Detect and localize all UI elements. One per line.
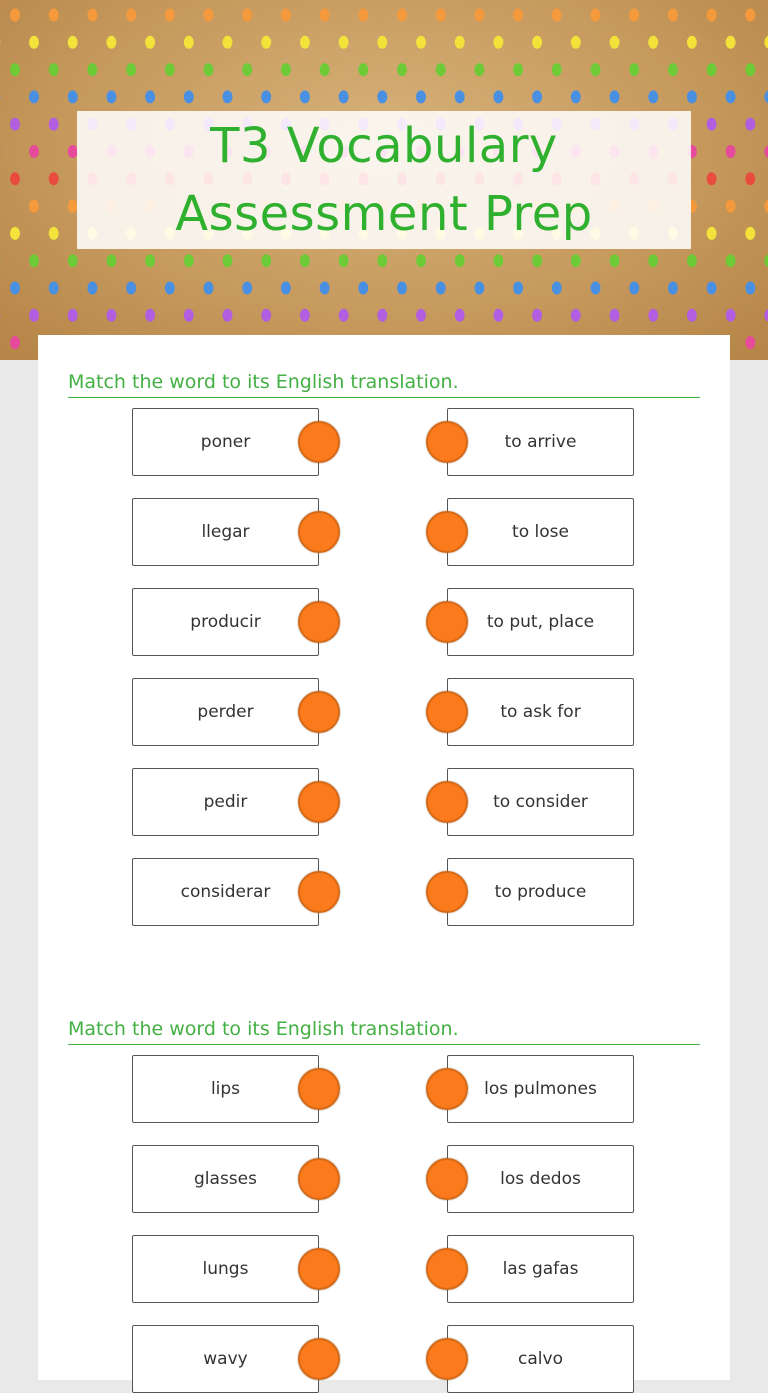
- polka-dot: [10, 118, 20, 131]
- polka-dot: [513, 282, 523, 295]
- polka-dot: [455, 90, 465, 103]
- polka-dot: [377, 254, 387, 267]
- polka-dot: [165, 282, 175, 295]
- polka-dot: [726, 36, 736, 49]
- polka-dot: [106, 254, 116, 267]
- polka-dot: [707, 118, 717, 131]
- connector-knob[interactable]: [426, 691, 468, 733]
- polka-dot: [474, 63, 484, 76]
- match-item-right[interactable]: [447, 768, 634, 836]
- polka-dot: [145, 309, 155, 322]
- polka-dot: [764, 145, 768, 158]
- connector-knob[interactable]: [298, 601, 340, 643]
- polka-dot: [493, 309, 503, 322]
- match-item-right[interactable]: [447, 858, 634, 926]
- polka-dot: [532, 90, 542, 103]
- connector-knob[interactable]: [426, 421, 468, 463]
- polka-dot: [455, 36, 465, 49]
- polka-dot: [29, 200, 39, 213]
- polka-dot: [29, 90, 39, 103]
- polka-dot: [10, 9, 20, 22]
- polka-dot: [687, 254, 697, 267]
- polka-dot: [571, 36, 581, 49]
- polka-dot: [87, 282, 97, 295]
- match-item-label: to lose: [512, 522, 569, 542]
- polka-dot: [436, 63, 446, 76]
- polka-dot: [648, 309, 658, 322]
- match-item-label: considerar: [181, 882, 271, 902]
- polka-dot: [493, 36, 503, 49]
- polka-dot: [707, 282, 717, 295]
- polka-dot: [126, 9, 136, 22]
- polka-dot: [68, 36, 78, 49]
- match-item-left[interactable]: [132, 1055, 319, 1123]
- polka-dot: [668, 63, 678, 76]
- polka-dot: [87, 9, 97, 22]
- polka-dot: [493, 90, 503, 103]
- polka-dot: [10, 172, 20, 185]
- connector-knob[interactable]: [426, 871, 468, 913]
- polka-dot: [687, 90, 697, 103]
- polka-dot: [493, 254, 503, 267]
- polka-dot: [707, 63, 717, 76]
- match-item-right[interactable]: [447, 1055, 634, 1123]
- polka-dot: [436, 282, 446, 295]
- polka-dot: [377, 36, 387, 49]
- polka-dot: [745, 282, 755, 295]
- polka-dot: [145, 90, 155, 103]
- match-item-label: to ask for: [500, 702, 580, 722]
- match-item-left[interactable]: [132, 768, 319, 836]
- section-instruction: Match the word to its English translation.: [68, 355, 700, 398]
- polka-dot: [745, 9, 755, 22]
- polka-dot: [513, 63, 523, 76]
- polka-dot: [184, 309, 194, 322]
- polka-dot: [764, 200, 768, 213]
- match-item-left[interactable]: [132, 1235, 319, 1303]
- polka-dot: [126, 282, 136, 295]
- polka-dot: [358, 282, 368, 295]
- match-item-label: to consider: [493, 792, 588, 812]
- match-section-1: [68, 355, 700, 398]
- polka-dot: [591, 282, 601, 295]
- match-item-label: las gafas: [503, 1259, 579, 1279]
- polka-dot: [668, 9, 678, 22]
- polka-dot: [513, 9, 523, 22]
- match-item-left[interactable]: [132, 858, 319, 926]
- polka-dot: [552, 63, 562, 76]
- polka-dot: [242, 63, 252, 76]
- match-item-label: to produce: [495, 882, 587, 902]
- polka-dot: [532, 254, 542, 267]
- polka-dot: [552, 9, 562, 22]
- polka-dot: [10, 282, 20, 295]
- polka-dot: [532, 309, 542, 322]
- polka-dot: [764, 36, 768, 49]
- polka-dot: [726, 254, 736, 267]
- polka-dot: [165, 9, 175, 22]
- connector-knob[interactable]: [298, 421, 340, 463]
- polka-dot: [532, 36, 542, 49]
- connector-knob[interactable]: [298, 781, 340, 823]
- polka-dot: [416, 309, 426, 322]
- polka-dot: [591, 9, 601, 22]
- match-item-label: wavy: [203, 1349, 247, 1369]
- match-item-label: producir: [190, 612, 260, 632]
- polka-dot: [126, 63, 136, 76]
- polka-dot: [242, 282, 252, 295]
- polka-dot: [223, 254, 233, 267]
- polka-dot: [707, 227, 717, 240]
- polka-dot: [339, 90, 349, 103]
- connector-knob[interactable]: [298, 1248, 340, 1290]
- polka-dot: [29, 309, 39, 322]
- polka-dot: [223, 309, 233, 322]
- polka-dot: [591, 63, 601, 76]
- polka-dot: [242, 9, 252, 22]
- polka-dot: [184, 254, 194, 267]
- polka-dot: [668, 282, 678, 295]
- polka-dot: [571, 90, 581, 103]
- match-item-label: glasses: [194, 1169, 257, 1189]
- match-item-right[interactable]: [447, 408, 634, 476]
- polka-dot: [106, 36, 116, 49]
- connector-knob[interactable]: [426, 781, 468, 823]
- polka-dot: [204, 282, 214, 295]
- polka-dot: [610, 254, 620, 267]
- polka-dot: [49, 9, 59, 22]
- match-item-right[interactable]: [447, 498, 634, 566]
- polka-dot: [377, 309, 387, 322]
- connector-knob[interactable]: [298, 871, 340, 913]
- polka-dot: [764, 309, 768, 322]
- match-item-label: calvo: [518, 1349, 563, 1369]
- polka-dot: [184, 90, 194, 103]
- polka-dot: [10, 227, 20, 240]
- connector-knob[interactable]: [426, 1068, 468, 1110]
- polka-dot: [552, 282, 562, 295]
- connector-knob[interactable]: [298, 1158, 340, 1200]
- polka-dot: [320, 63, 330, 76]
- polka-dot: [610, 36, 620, 49]
- polka-dot: [436, 9, 446, 22]
- match-item-left[interactable]: [132, 408, 319, 476]
- polka-dot: [629, 282, 639, 295]
- polka-dot: [726, 309, 736, 322]
- connector-knob[interactable]: [426, 1158, 468, 1200]
- polka-dot: [687, 36, 697, 49]
- polka-dot: [145, 254, 155, 267]
- polka-dot: [358, 63, 368, 76]
- match-item-label: los dedos: [500, 1169, 581, 1189]
- polka-dot: [68, 254, 78, 267]
- polka-dot: [261, 254, 271, 267]
- polka-dot: [610, 90, 620, 103]
- polka-dot: [68, 309, 78, 322]
- polka-dot: [68, 90, 78, 103]
- polka-dot: [648, 254, 658, 267]
- connector-knob[interactable]: [426, 511, 468, 553]
- polka-dot: [339, 254, 349, 267]
- polka-dot: [726, 200, 736, 213]
- polka-dot: [281, 282, 291, 295]
- match-item-label: los pulmones: [484, 1079, 597, 1099]
- polka-dot: [261, 309, 271, 322]
- match-item-label: poner: [201, 432, 250, 452]
- polka-dot: [320, 9, 330, 22]
- polka-dot: [184, 36, 194, 49]
- polka-dot: [261, 90, 271, 103]
- polka-dot: [687, 309, 697, 322]
- match-item-right[interactable]: [447, 1235, 634, 1303]
- polka-dot: [726, 145, 736, 158]
- match-item-label: to arrive: [505, 432, 577, 452]
- match-item-left[interactable]: [132, 588, 319, 656]
- connector-knob[interactable]: [298, 691, 340, 733]
- polka-dot: [339, 36, 349, 49]
- polka-dot: [29, 254, 39, 267]
- polka-dot: [416, 254, 426, 267]
- polka-dot: [10, 63, 20, 76]
- polka-dot: [29, 145, 39, 158]
- polka-dot: [397, 282, 407, 295]
- polka-dot: [281, 9, 291, 22]
- polka-dot: [455, 254, 465, 267]
- polka-dot: [455, 309, 465, 322]
- match-section-2: [68, 1002, 700, 1045]
- match-item-left[interactable]: [132, 1145, 319, 1213]
- polka-dot: [281, 63, 291, 76]
- match-item-right[interactable]: [447, 1325, 634, 1393]
- worksheet-card: [38, 335, 730, 1380]
- polka-dot: [474, 282, 484, 295]
- connector-knob[interactable]: [298, 511, 340, 553]
- polka-dot: [745, 336, 755, 349]
- connector-knob[interactable]: [298, 1338, 340, 1380]
- polka-dot: [629, 63, 639, 76]
- match-item-label: lungs: [203, 1259, 249, 1279]
- polka-dot: [648, 90, 658, 103]
- polka-dot: [223, 90, 233, 103]
- match-item-right[interactable]: [447, 588, 634, 656]
- polka-dot: [10, 336, 20, 349]
- polka-dot: [764, 254, 768, 267]
- polka-dot: [745, 172, 755, 185]
- match-item-left[interactable]: [132, 498, 319, 566]
- polka-dot: [49, 172, 59, 185]
- connector-knob[interactable]: [426, 1248, 468, 1290]
- match-item-label: lips: [211, 1079, 240, 1099]
- polka-dot: [300, 36, 310, 49]
- polka-dot: [377, 90, 387, 103]
- match-item-label: perder: [197, 702, 253, 722]
- section-instruction: Match the word to its English translation.: [68, 1002, 700, 1045]
- polka-dot: [87, 63, 97, 76]
- match-item-left[interactable]: [132, 1325, 319, 1393]
- polka-dot: [745, 63, 755, 76]
- polka-dot: [707, 9, 717, 22]
- connector-knob[interactable]: [298, 1068, 340, 1110]
- match-item-label: to put, place: [487, 612, 594, 632]
- polka-dot: [49, 63, 59, 76]
- polka-dot: [474, 9, 484, 22]
- polka-dot: [397, 63, 407, 76]
- title-box: [77, 111, 691, 249]
- polka-dot: [49, 227, 59, 240]
- polka-dot: [358, 9, 368, 22]
- connector-knob[interactable]: [426, 601, 468, 643]
- polka-dot: [610, 309, 620, 322]
- polka-dot: [49, 118, 59, 131]
- polka-dot: [764, 90, 768, 103]
- connector-knob[interactable]: [426, 1338, 468, 1380]
- match-item-left[interactable]: [132, 678, 319, 746]
- match-item-label: pedir: [204, 792, 248, 812]
- match-item-right[interactable]: [447, 678, 634, 746]
- polka-dot: [397, 9, 407, 22]
- header-banner: [0, 0, 768, 360]
- polka-dot: [416, 90, 426, 103]
- polka-dot: [571, 254, 581, 267]
- polka-dot: [204, 63, 214, 76]
- polka-dot: [49, 282, 59, 295]
- polka-dot: [300, 90, 310, 103]
- match-item-right[interactable]: [447, 1145, 634, 1213]
- polka-dot: [571, 309, 581, 322]
- polka-dot: [261, 36, 271, 49]
- polka-dot: [745, 227, 755, 240]
- match-item-label: llegar: [201, 522, 249, 542]
- polka-dot: [165, 63, 175, 76]
- polka-dot: [648, 36, 658, 49]
- polka-dot: [204, 9, 214, 22]
- polka-dot: [416, 36, 426, 49]
- page-title: T3 Vocabulary Assessment Prep: [77, 112, 691, 248]
- polka-dot: [339, 309, 349, 322]
- polka-dot: [707, 172, 717, 185]
- polka-dot: [106, 309, 116, 322]
- polka-dot: [300, 309, 310, 322]
- polka-dot: [300, 254, 310, 267]
- polka-dot: [29, 36, 39, 49]
- polka-dot: [145, 36, 155, 49]
- polka-dot: [320, 282, 330, 295]
- polka-dot: [726, 90, 736, 103]
- polka-dot: [106, 90, 116, 103]
- polka-dot: [629, 9, 639, 22]
- polka-dot: [223, 36, 233, 49]
- polka-dot: [745, 118, 755, 131]
